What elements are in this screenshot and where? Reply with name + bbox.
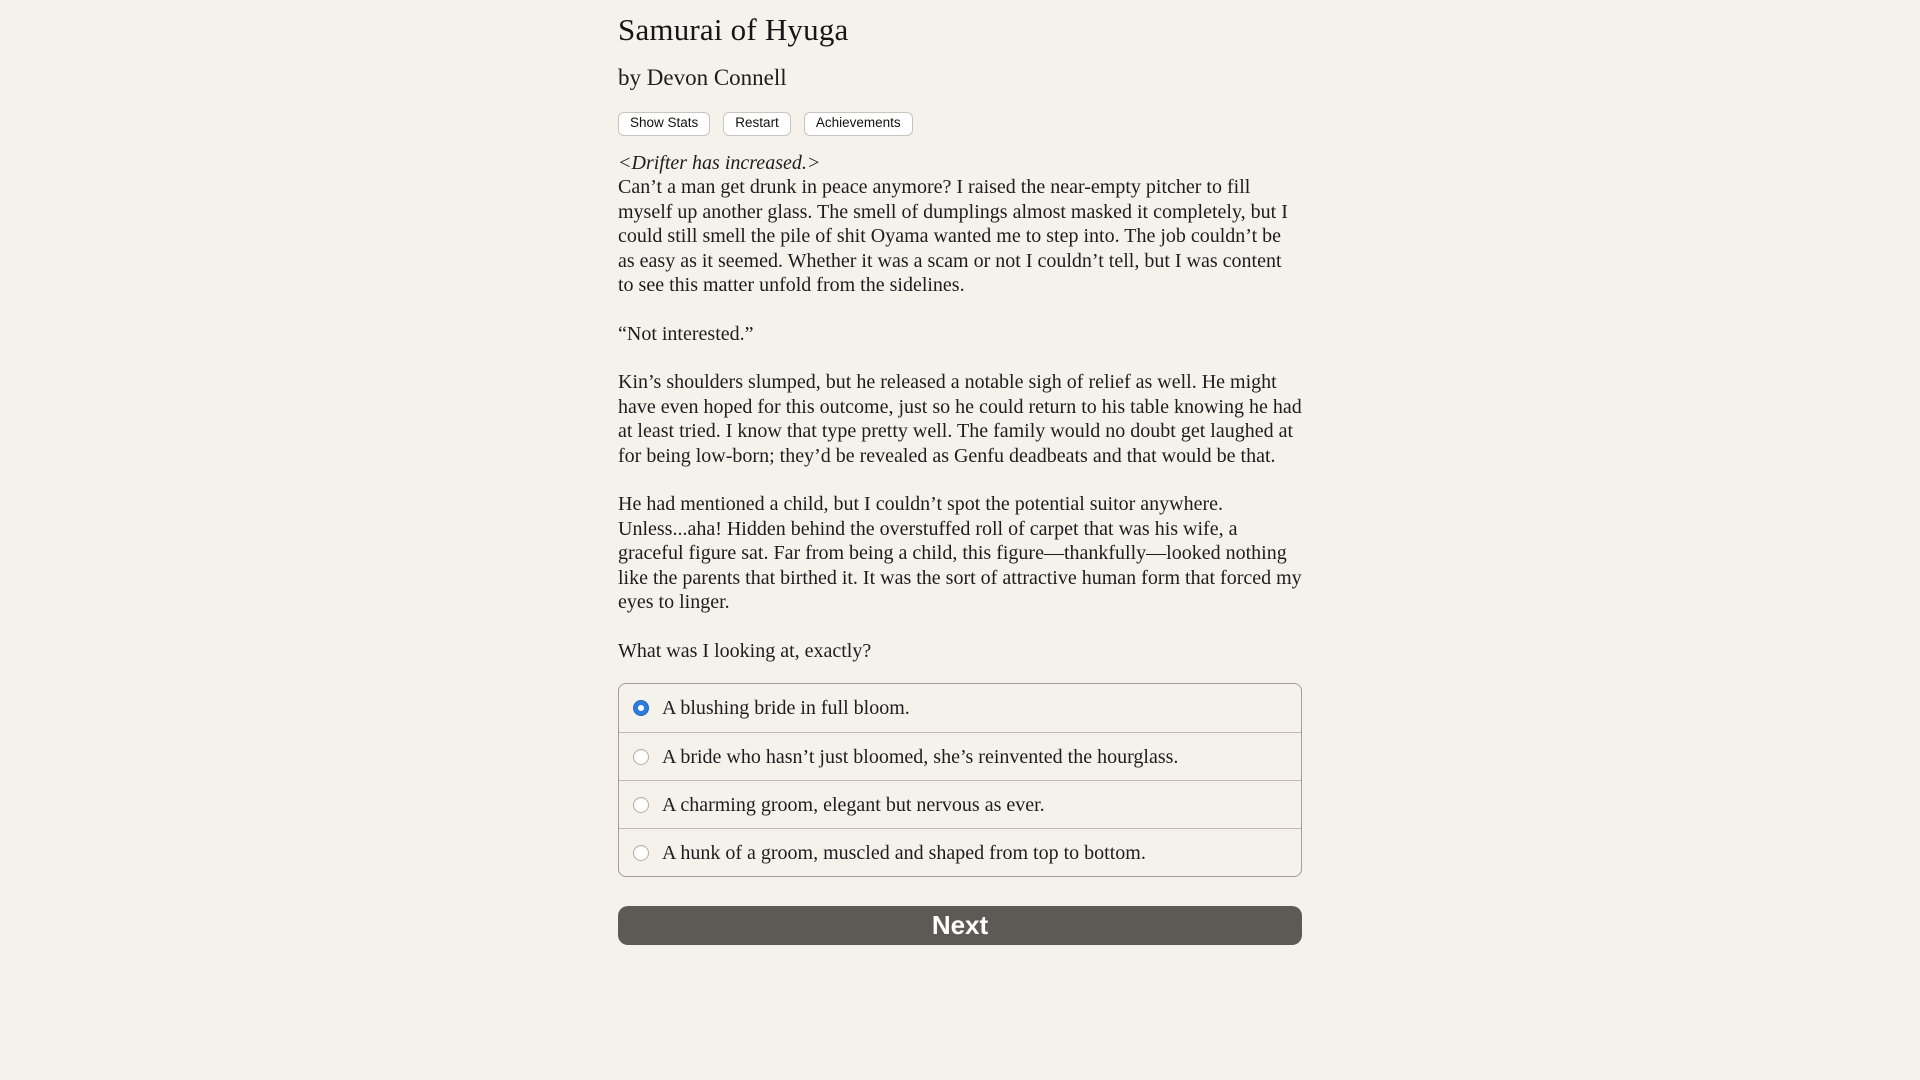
game-title: Samurai of Hyuga [618, 12, 849, 47]
choice-list [618, 683, 1302, 877]
show-stats-button[interactable]: Show Stats [618, 112, 710, 136]
choice-label[interactable]: A hunk of a groom, muscled and shaped from top to bottom. [662, 841, 1146, 864]
choice-option[interactable] [619, 828, 1301, 876]
choice-label[interactable]: A blushing bride in full bloom. [662, 697, 910, 720]
story-paragraph: Can’t a man get drunk in peace anymore? I raised the near-empty pitcher to fill myself up another glass. The smell of dumplings almost masked it completely, but I could still smell the pile of shit Oyama wanted me to step into. The job couldn’t be as easy as it seemed. Whether it was a scam or not I couldn’t tell, but I was content to see this matter unfold from the sidelines. [618, 176, 1288, 297]
choice-option[interactable] [619, 732, 1301, 780]
choice-option[interactable] [619, 780, 1301, 828]
choice-label[interactable]: A bride who hasn’t just bloomed, she’s reinvented the hourglass. [662, 745, 1179, 768]
radio-button-icon[interactable] [633, 797, 649, 813]
radio-button-icon[interactable] [633, 749, 649, 765]
radio-button-icon[interactable] [633, 845, 649, 861]
story-text [618, 151, 1302, 664]
story-question: What was I looking at, exactly? [618, 639, 872, 662]
story-paragraph-quote: “Not interested.” [618, 322, 754, 345]
game-column [618, 0, 1302, 945]
restart-button[interactable]: Restart [723, 112, 791, 136]
choice-option[interactable] [619, 684, 1301, 732]
game-author: by Devon Connell [618, 65, 787, 90]
stat-increase-notice: <Drifter has increased.> [618, 151, 821, 174]
story-paragraph: He had mentioned a child, but I couldn’t spot the potential suitor anywhere. Unless...aha! Hidden behind the overstuffed roll of carpet that was his wife, a graceful figure sat. Far from being a child, this figure—thankfully—looked nothing like the parents that birthed it. It was the sort of attractive human form that forced my eyes to linger. [618, 493, 1302, 614]
choice-label[interactable]: A charming groom, elegant but nervous as ever. [662, 793, 1045, 816]
story-paragraph: Kin’s shoulders slumped, but he released a notable sigh of relief as well. He might have even hoped for this outcome, just so he could return to his table knowing he had at least tried. I know that type pretty well. The family would no doubt get laughed at for being low-born; they’d be revealed as Genfu deadbeats and that would be that. [618, 371, 1302, 467]
achievements-button[interactable]: Achievements [804, 112, 913, 136]
radio-button-icon[interactable] [633, 700, 649, 716]
toolbar [618, 112, 1302, 136]
next-button[interactable]: Next [618, 906, 1302, 945]
